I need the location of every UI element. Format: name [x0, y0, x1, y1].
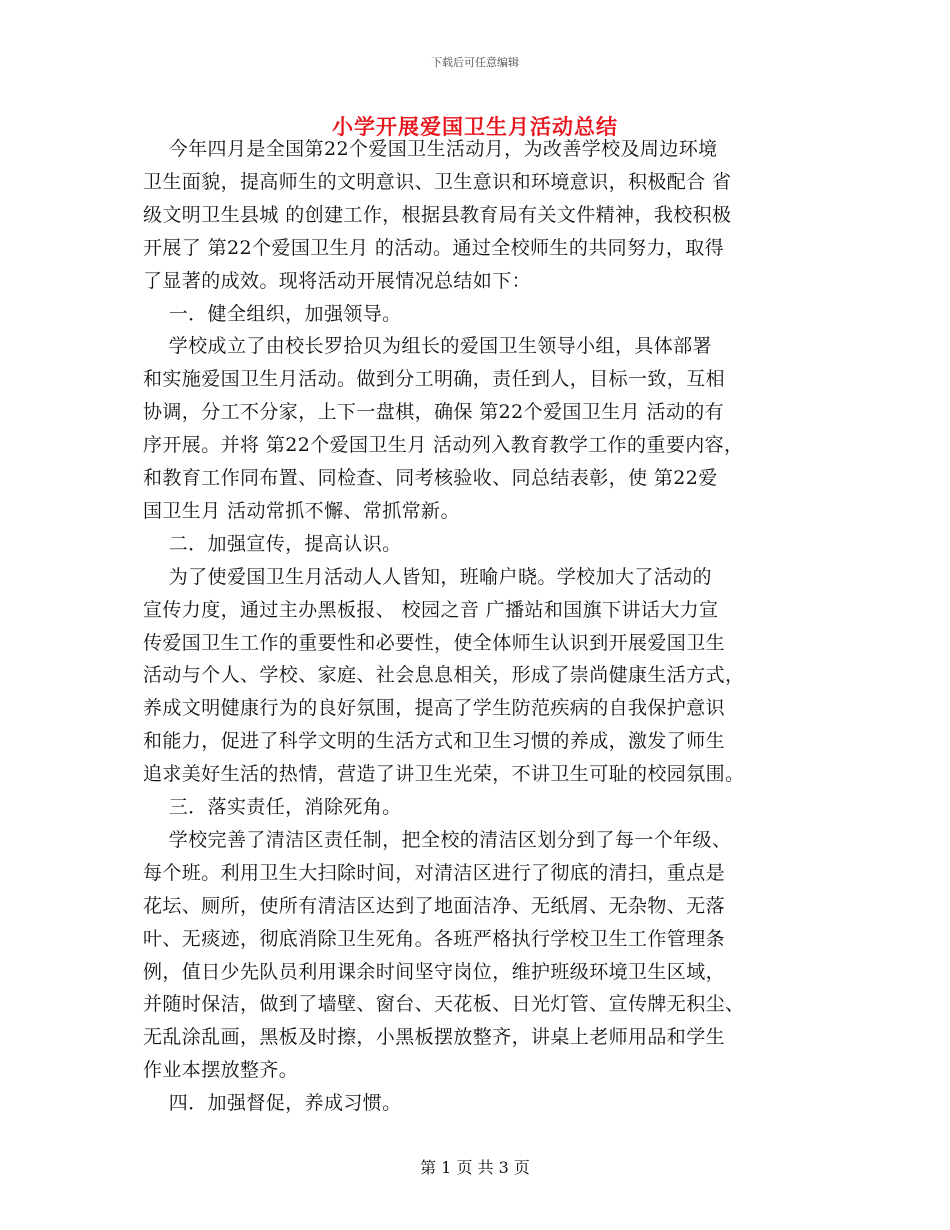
- body-text-line: 二．加强宣传，提高认识。: [143, 532, 402, 555]
- body-text-line: 和能力，促进了科学文明的生活方式和卫生习惯的养成，激发了师生: [143, 730, 726, 753]
- body-text-line: 和实施爱国卫生月活动。做到分工明确，责任到人，目标一致，互相: [143, 368, 726, 391]
- body-text-line: 宣传力度，通过主办黑板报、 校园之音 广播站和国旗下讲话大力宣: [143, 598, 719, 621]
- body-text-line: 一．健全组织，加强领导。: [143, 302, 402, 325]
- body-text-line: 今年四月是全国第22个爱国卫生活动月，为改善学校及周边环境: [143, 138, 718, 160]
- body-text-line: 和教育工作同布置、同检查、同考核验收、同总结表彰，使 第22爱: [143, 467, 718, 489]
- body-text-line: 国卫生月 活动常抓不懈、常抓常新。: [143, 499, 460, 522]
- body-text-line: 卫生面貌，提高师生的文明意识、卫生意识和环境意识，积极配合 省: [143, 170, 732, 193]
- body-text-line: 级文明卫生县城 的创建工作，根据县教育局有关文件精神，我校积极: [143, 203, 732, 226]
- body-text-line: 活动与个人、学校、家庭、社会息息相关，形成了崇尚健康生活方式，: [143, 664, 745, 687]
- page-header-note: 下载后可任意编辑: [431, 56, 519, 69]
- body-text-line: 传爱国卫生工作的重要性和必要性，使全体师生认识到开展爱国卫生: [143, 631, 726, 654]
- body-text-line: 为了使爱国卫生月活动人人皆知，班喻户晓。学校加大了活动的: [143, 565, 712, 588]
- body-text-line: 花坛、厕所，使所有清洁区达到了地面洁净、无纸屑、无杂物、无落: [143, 894, 726, 917]
- body-text-line: 协调，分工不分家，上下一盘棋，确保 第22个爱国卫生月 活动的有: [143, 401, 725, 424]
- body-text-line: 例，值日少先队员利用课余时间坚守岗位，维护班级环境卫生区域，: [143, 960, 726, 983]
- body-text-line: 序开展。并将 第22个爱国卫生月 活动列入教育教学工作的重要内容，: [143, 434, 744, 457]
- body-text-line: 作业本摆放整齐。: [143, 1059, 299, 1082]
- body-text-line: 学校成立了由校长罗拾贝为组长的爱国卫生领导小组，具体部署: [143, 335, 712, 358]
- body-text-line: 三．落实责任，消除死角。: [143, 796, 402, 818]
- page-number-footer: 第 1 页 共 3 页: [420, 1158, 530, 1177]
- body-text-line: 无乱涂乱画，黑板及时擦，小黑板摆放整齐，讲桌上老师用品和学生: [143, 1026, 726, 1049]
- body-text-line: 学校完善了清洁区责任制，把全校的清洁区划分到了每一个年级、: [143, 828, 732, 851]
- body-text-line: 每个班。利用卫生大扫除时间，对清洁区进行了彻底的清扫，重点是: [143, 861, 726, 884]
- body-text-line: 追求美好生活的热情，营造了讲卫生光荣，不讲卫生可耻的校园氛围。: [143, 763, 745, 786]
- body-text-line: 四．加强督促，养成习惯。: [143, 1092, 402, 1115]
- body-text-line: 了显著的成效。现将活动开展情况总结如下：: [143, 269, 532, 292]
- body-text-line: 开展了 第22个爱国卫生月 的活动。通过全校师生的共同努力，取得: [143, 236, 725, 259]
- document-title: 小学开展爱国卫生月活动总结: [332, 114, 618, 139]
- body-text-line: 并随时保洁，做到了墙壁、窗台、天花板、日光灯管、宣传牌无积尘、: [143, 993, 745, 1016]
- body-text-line: 养成文明健康行为的良好氛围，提高了学生防范疾病的自我保护意识: [143, 697, 726, 720]
- body-text-line: 叶、无痰迹，彻底消除卫生死角。各班严格执行学校卫生工作管理条: [143, 927, 726, 950]
